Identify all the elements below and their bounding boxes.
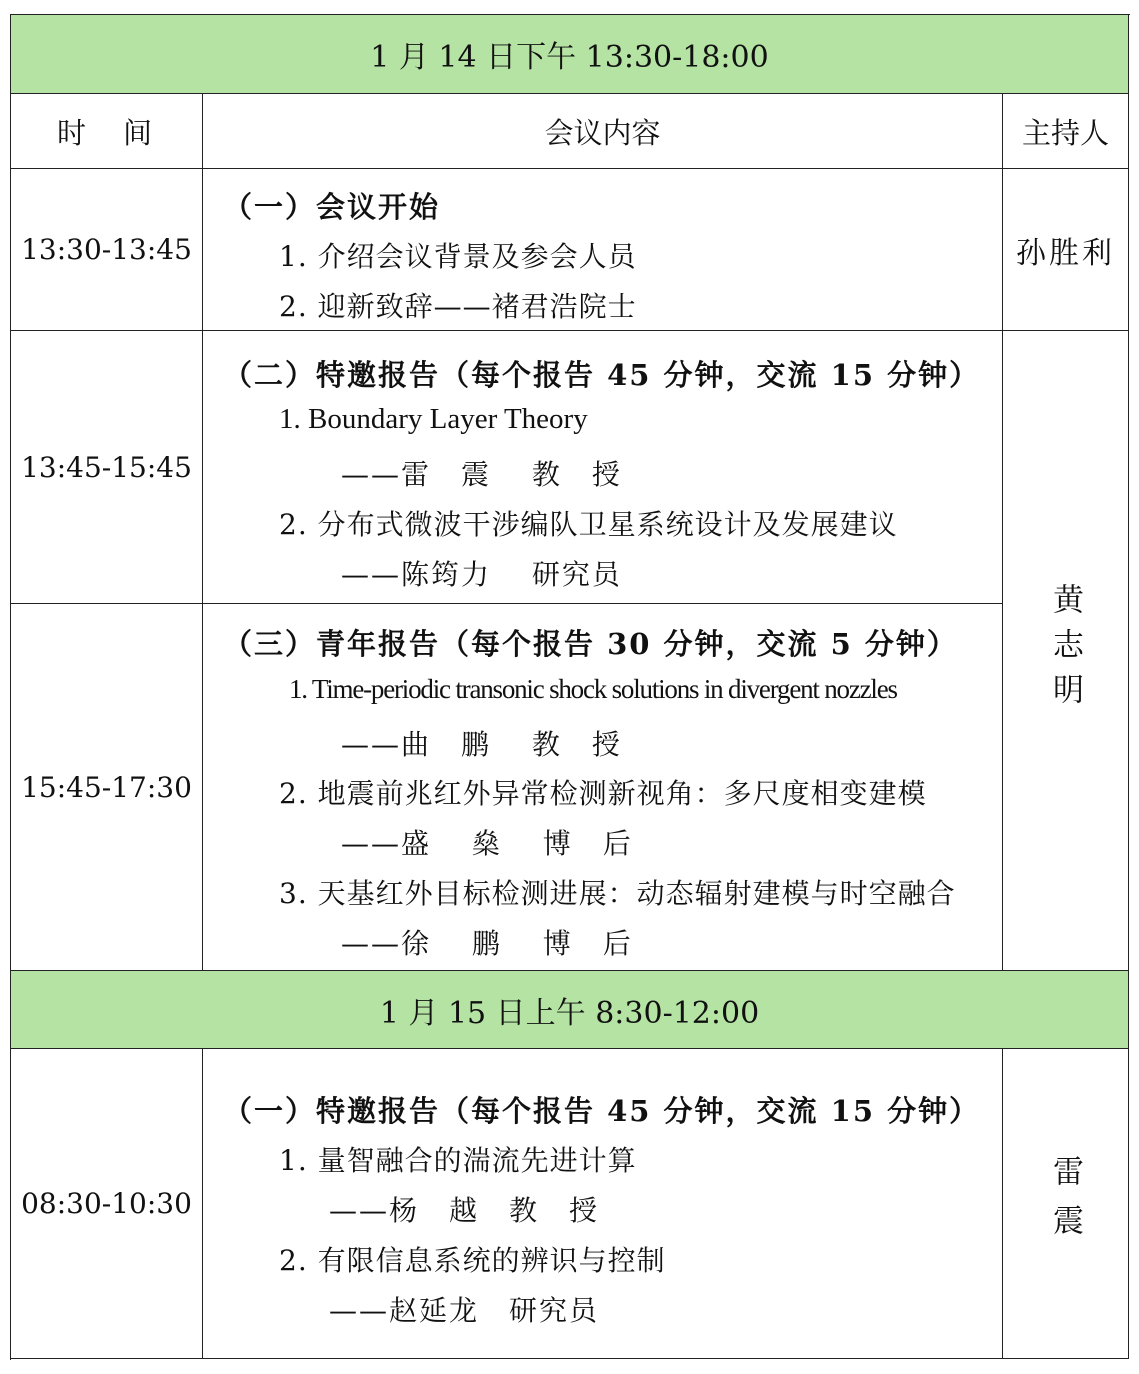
host-cell xyxy=(1003,169,1129,331)
speaker-line: ——赵延龙 研究员 xyxy=(329,1294,600,1327)
content-cell xyxy=(203,604,1003,971)
time-label: 08:30-10:30 xyxy=(21,1187,192,1220)
section-title: （二）特邀报告（每个报告 45 分钟，交流 15 分钟） xyxy=(223,358,981,392)
speaker-line: ——雷 震 教 授 xyxy=(341,458,622,491)
column-header-content-label: 会议内容 xyxy=(544,115,661,150)
schedule-table xyxy=(10,14,1130,1360)
day1-header-text: 1 月 14 日下午 13:30-18:00 xyxy=(370,40,769,75)
column-header-host-label: 主持人 xyxy=(1021,115,1109,150)
time-label: 15:45-17:30 xyxy=(21,770,192,804)
day2-header-text: 1 月 15 日上午 8:30-12:00 xyxy=(379,995,760,1031)
agenda-item: 3. 天基红外目标检测进展：动态辐射建模与时空融合 xyxy=(279,877,956,910)
column-header-time xyxy=(11,94,203,169)
speaker-line: ——盛 燊 博 后 xyxy=(341,827,633,860)
day1-header xyxy=(11,15,1129,94)
agenda-item: 1. 介绍会议背景及参会人员 xyxy=(279,240,637,273)
column-header-time-label: 时 间 xyxy=(56,115,156,150)
agenda-item: 1. 量智融合的湍流先进计算 xyxy=(279,1144,637,1177)
content-cell xyxy=(203,331,1003,604)
column-header-content xyxy=(203,94,1003,169)
time-cell xyxy=(11,604,203,971)
content-cell xyxy=(203,1049,1003,1359)
agenda-item: 2. 地震前兆红外异常检测新视角：多尺度相变建模 xyxy=(279,777,927,810)
section-title: （一）会议开始 xyxy=(223,190,441,224)
host-name: 黄志明 xyxy=(1047,583,1083,718)
agenda-item: 1. Time-periodic transonic shock solutions in divergent nozzles xyxy=(289,674,897,704)
speaker-line: ——陈筠力 研究员 xyxy=(341,558,622,591)
time-label: 13:45-15:45 xyxy=(21,450,192,484)
section-title: （一）特邀报告（每个报告 45 分钟，交流 15 分钟） xyxy=(223,1094,981,1128)
time-label: 13:30-13:45 xyxy=(21,233,192,266)
agenda-item: 2. 分布式微波干涉编队卫星系统设计及发展建议 xyxy=(279,508,898,541)
speaker-line: ——杨 越 教 授 xyxy=(329,1194,600,1227)
speaker-line: ——曲 鹏 教 授 xyxy=(341,728,622,761)
host-cell xyxy=(1003,1049,1129,1359)
host-name: 雷震 xyxy=(1047,1154,1083,1253)
day2-header xyxy=(11,971,1129,1049)
time-cell xyxy=(11,331,203,604)
time-cell xyxy=(11,1049,203,1359)
host-cell xyxy=(1003,331,1129,971)
section-title: （三）青年报告（每个报告 30 分钟，交流 5 分钟） xyxy=(223,627,958,661)
time-cell xyxy=(11,169,203,331)
agenda-item: 2. 迎新致辞——褚君浩院士 xyxy=(279,290,637,323)
column-header-host xyxy=(1003,94,1129,169)
host-name: 孙胜利 xyxy=(1016,235,1115,271)
agenda-item: 2. 有限信息系统的辨识与控制 xyxy=(279,1244,666,1277)
speaker-line: ——徐 鹏 博 后 xyxy=(341,927,633,960)
agenda-item: 1. Boundary Layer Theory xyxy=(279,403,588,435)
content-cell xyxy=(203,169,1003,331)
